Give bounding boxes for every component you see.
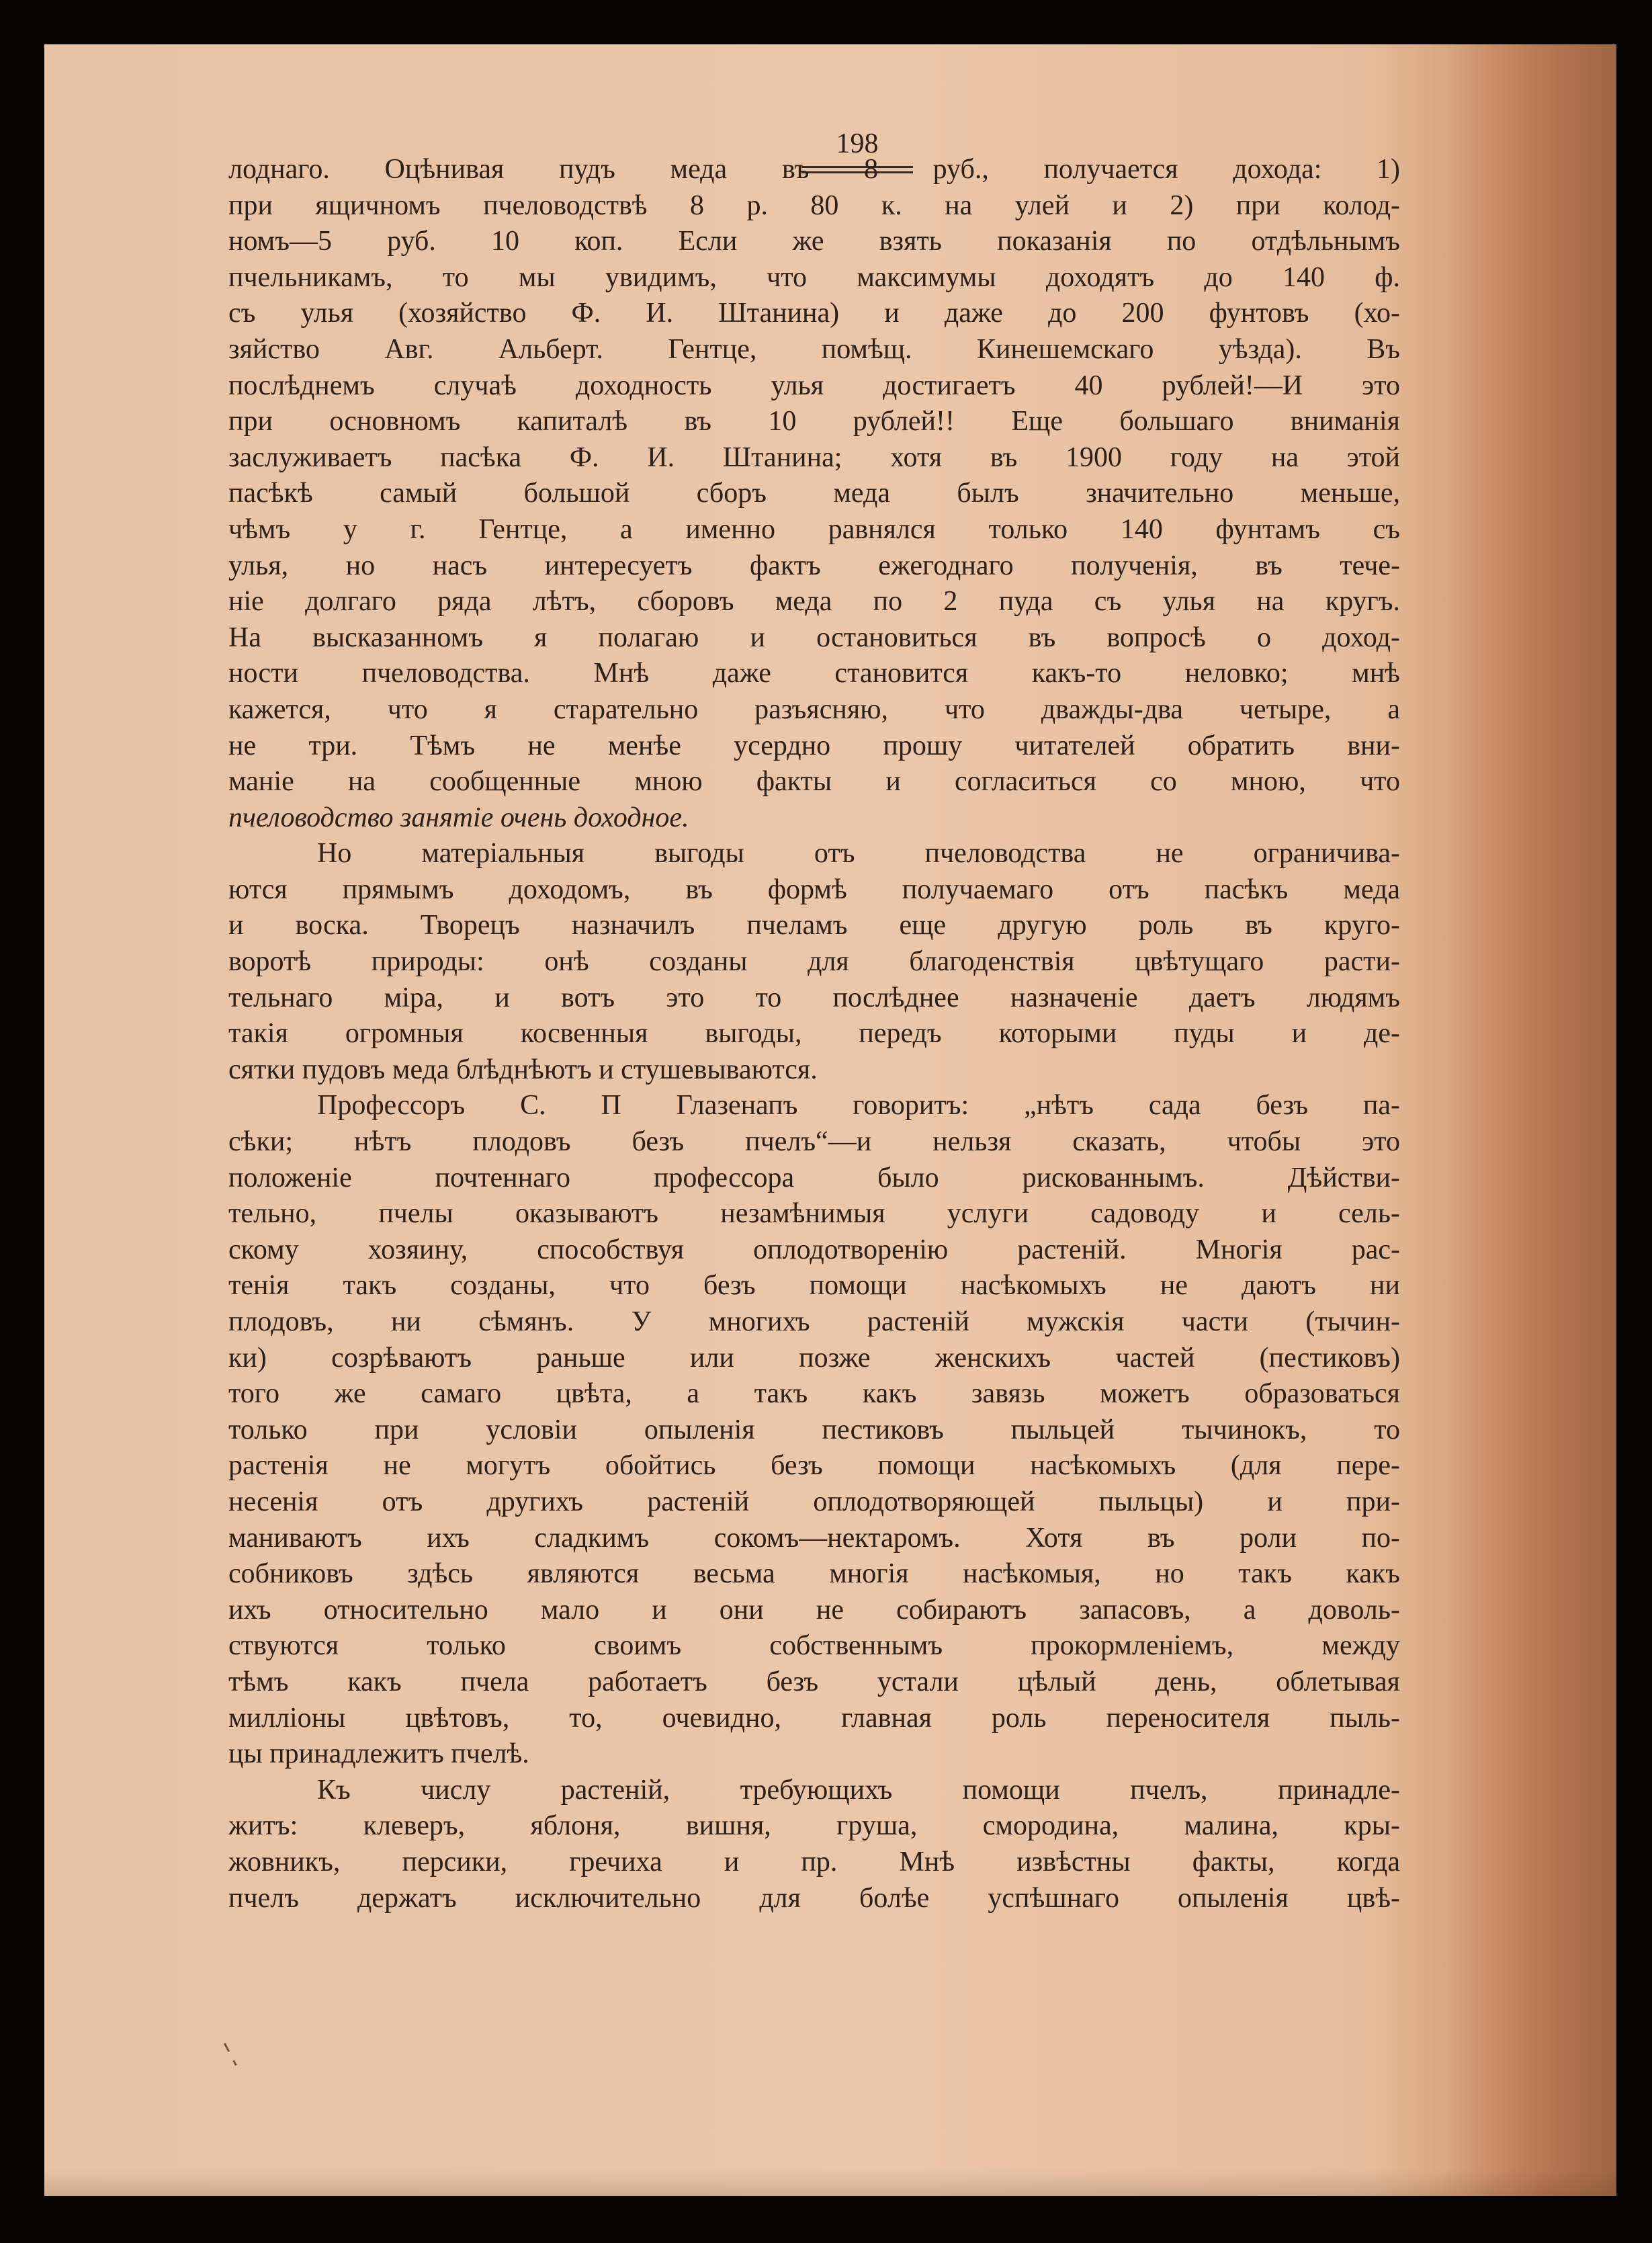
text-line: маніе на сообщенные мною факты и согласиться со мною, что: [228, 766, 1400, 798]
text-line: заслуживаетъ пасѣка Ф. И. Штанина; хотя въ 1900 году на этой: [228, 441, 1400, 473]
text-line: того же самаго цвѣта, а такъ какъ завязь можетъ образоваться: [228, 1378, 1400, 1410]
text-line: при основномъ капиталѣ въ 10 рублей!! Еще большаго вниманія: [228, 406, 1400, 437]
text-line: и воска. Творецъ назначилъ пчеламъ еще другую роль въ круго-: [228, 910, 1400, 941]
text-line: пчеловодство занятіе очень доходное.: [228, 802, 689, 833]
text-line: при ящичномъ пчеловодствѣ 8 р. 80 к. на улей и 2) при колод-: [228, 189, 1400, 221]
text-line: тельнаго міра, и вотъ это то послѣднее назначеніе даетъ людямъ: [228, 982, 1400, 1013]
text-line: ніе долгаго ряда лѣтъ, сборовъ меда по 2 пуда съ улья на кругъ.: [228, 586, 1400, 618]
text-line: скому хозяину, способствуя оплодотворенію растеній. Многія рас-: [228, 1234, 1400, 1265]
text-line: тельно, пчелы оказываютъ незамѣнимыя услуги садоводу и сель-: [228, 1198, 1400, 1230]
text-line: ствуются только своимъ собственнымъ прокормленіемъ, между: [228, 1630, 1400, 1662]
text-line: зяйство Авг. Альберт. Гентце, помѣщ. Кинешемскаго уѣзда). Въ: [228, 333, 1400, 365]
text-line: сятки пудовъ меда блѣднѣютъ и стушевываются.: [228, 1054, 818, 1085]
body-text: [228, 152, 1400, 1916]
text-line: пчельникамъ, то мы увидимъ, что максимумы доходятъ до 140 ф.: [228, 261, 1400, 293]
text-line: такія огромныя косвенныя выгоды, передъ которыми пуды и де-: [228, 1018, 1400, 1050]
text-line: номъ—5 руб. 10 коп. Если же взять показанія по отдѣльнымъ: [228, 226, 1400, 257]
text-line: цы принадлежитъ пчелѣ.: [228, 1738, 529, 1770]
text-line: маниваютъ ихъ сладкимъ сокомъ—нектаромъ. Хотя въ роли по-: [228, 1522, 1400, 1554]
text-line: чѣмъ у г. Гентце, а именно равнялся только 140 фунтамъ съ: [228, 513, 1400, 545]
text-line: положеніе почтеннаго профессора было рискованнымъ. Дѣйстви-: [228, 1162, 1400, 1193]
text-line: пчелъ держатъ исключительно для болѣе успѣшнаго опыленія цвѣ-: [228, 1882, 1400, 1914]
text-line: На высказанномъ я полагаю и остановиться въ вопросѣ о доход-: [228, 622, 1400, 653]
text-line: тенія такъ созданы, что безъ помощи насѣкомыхъ не даютъ ни: [228, 1270, 1400, 1302]
text-line: улья, но насъ интересуетъ фактъ ежегоднаго полученія, въ тече-: [228, 550, 1400, 581]
text-line: Профессоръ С. П Глазенапъ говоритъ: „нѣтъ сада безъ па-: [317, 1090, 1400, 1122]
text-line: пасѣкѣ самый большой сборъ меда былъ значительно меньше,: [228, 478, 1400, 509]
text-line: жовникъ, персики, гречиха и пр. Мнѣ извѣстны факты, когда: [228, 1846, 1400, 1877]
text-line: Но матеріальныя выгоды отъ пчеловодства не ограничива-: [317, 838, 1400, 870]
text-line: послѣднемъ случаѣ доходность улья достигаетъ 40 рублей!—И это: [228, 370, 1400, 401]
text-line: плодовъ, ни сѣмянъ. У многихъ растеній мужскія части (тычин-: [228, 1306, 1400, 1337]
text-line: житъ: клеверъ, яблоня, вишня, груша, смородина, малина, кры-: [228, 1810, 1400, 1842]
page-shadow: [44, 2169, 1616, 2196]
text-line: ки) созрѣваютъ раньше или позже женскихъ частей (пестиковъ): [228, 1342, 1400, 1373]
text-line: ности пчеловодства. Мнѣ даже становится какъ-то неловко; мнѣ: [228, 658, 1400, 689]
text-line: ются прямымъ доходомъ, въ формѣ получаемаго отъ пасѣкъ меда: [228, 874, 1400, 905]
text-line: съ улья (хозяйство Ф. И. Штанина) и даже до 200 фунтовъ (хо-: [228, 298, 1400, 329]
text-line: не три. Тѣмъ не менѣе усердно прошу читателей обратить вни-: [228, 730, 1400, 761]
page-number: 198: [836, 128, 879, 159]
text-line: тѣмъ какъ пчела работаетъ безъ устали цѣлый день, облетывая: [228, 1666, 1400, 1697]
text-line: собниковъ здѣсь являются весьма многія насѣкомыя, но такъ какъ: [228, 1558, 1400, 1590]
text-line: воротѣ природы: онѣ созданы для благоденствія цвѣтущаго расти-: [228, 946, 1400, 978]
text-line: растенія не могутъ обойтись безъ помощи насѣкомыхъ (для пере-: [228, 1450, 1400, 1482]
text-line: лоднаго. Оцѣнивая пудъ меда въ 8 руб., получается дохода: 1): [228, 154, 1400, 185]
text-line: несенія отъ другихъ растеній оплодотворяющей пыльцы) и при-: [228, 1486, 1400, 1517]
text-line: только при условіи опыленія пестиковъ пыльцей тычинокъ, то: [228, 1414, 1400, 1445]
text-line: кажется, что я старательно разъясняю, что дважды-два четыре, а: [228, 693, 1400, 725]
text-line: сѣки; нѣтъ плодовъ безъ пчелъ“—и нельзя сказать, чтобы это: [228, 1126, 1400, 1158]
text-line: милліоны цвѣтовъ, то, очевидно, главная роль переносителя пыль-: [228, 1702, 1400, 1734]
text-line: Къ числу растеній, требующихъ помощи пчелъ, принадле-: [317, 1774, 1400, 1806]
text-line: ихъ относительно мало и они не собираютъ запасовъ, а доволь-: [228, 1594, 1400, 1625]
